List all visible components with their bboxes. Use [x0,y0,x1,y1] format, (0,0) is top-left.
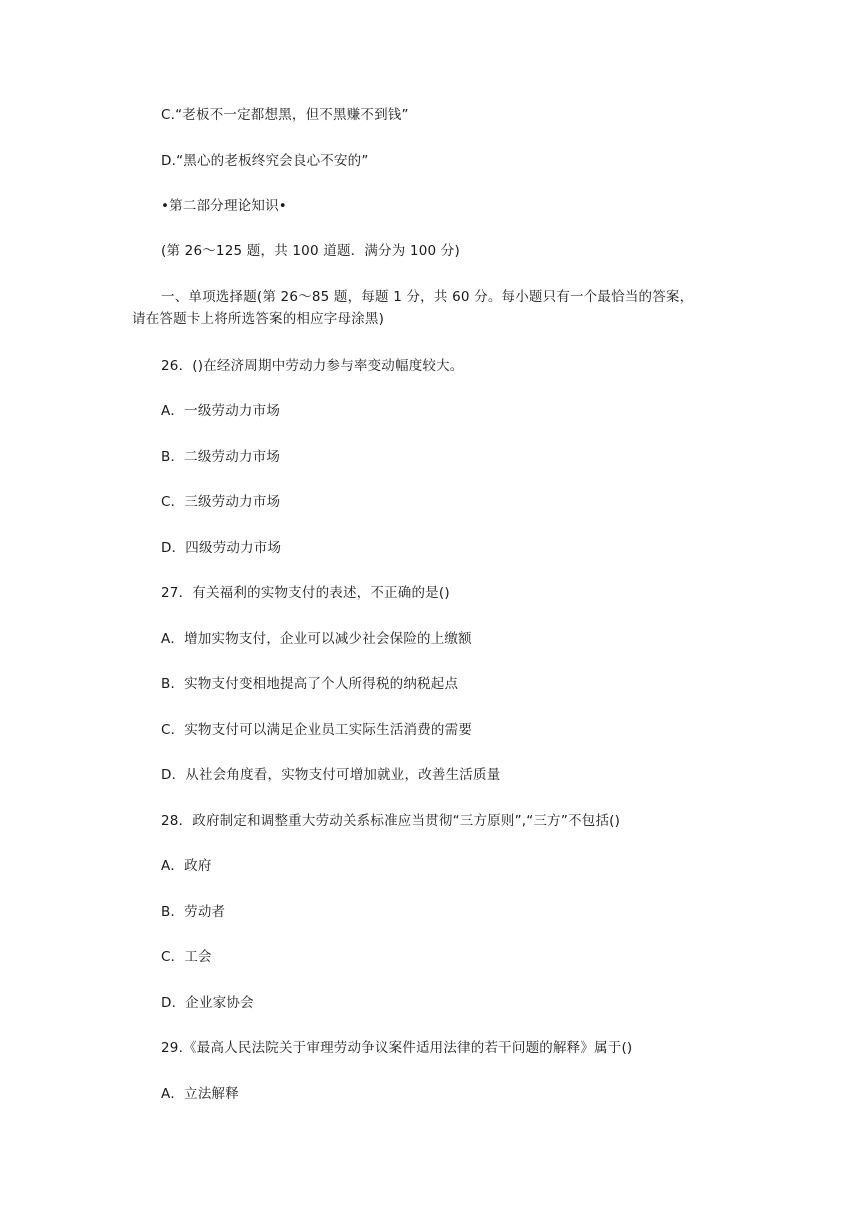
question-27-option-d: D．从社会角度看，实物支付可增加就业，改善生活质量 [161,767,501,783]
instruction-line-1: 一、单项选择题(第 26～85 题，每题 1 分，共 60 分。每小题只有一个最恰当的答案， [161,289,694,305]
question-27-option-a: A．增加实物支付，企业可以减少社会保险的上缴额 [161,631,472,647]
question-28-option-b: B．劳动者 [161,904,226,920]
question-26-option-b: B．二级劳动力市场 [161,449,281,465]
question-28-option-d: D．企业家协会 [161,995,254,1011]
question-27: 27．有关福利的实物支付的表述，不正确的是() [161,585,450,601]
section-heading: •第二部分理论知识• [161,198,287,214]
instruction-line-2: 请在答题卡上将所选答案的相应字母涂黑) [132,311,385,327]
question-27-option-b: B．实物支付变相地提高了个人所得税的纳税起点 [161,676,459,692]
question-27-option-c: C．实物支付可以满足企业员工实际生活消费的需要 [161,722,473,738]
question-28: 28．政府制定和调整重大劳动关系标准应当贯彻“三方原则”,“三方”不包括() [161,813,621,829]
question-26-option-d: D．四级劳动力市场 [161,540,282,556]
question-29-option-a: A．立法解释 [161,1086,239,1102]
question-26-option-c: C．三级劳动力市场 [161,494,281,510]
question-29: 29.《最高人民法院关于审理劳动争议案件适用法律的若干问题的解释》属于() [161,1040,633,1056]
section-note: (第 26～125 题，共 100 道题．满分为 100 分) [161,243,460,259]
option-c-previous: C.“老板不一定都想黑，但不黑赚不到钱” [161,107,409,123]
question-26: 26．()在经济周期中劳动力参与率变动幅度较大。 [161,358,464,374]
question-28-option-c: C．工会 [161,949,212,965]
question-26-option-a: A．一级劳动力市场 [161,403,281,419]
question-28-option-a: A．政府 [161,858,212,874]
instruction-paragraph [132,286,741,330]
option-d-previous: D.“黑心的老板终究会良心不安的” [161,153,369,169]
